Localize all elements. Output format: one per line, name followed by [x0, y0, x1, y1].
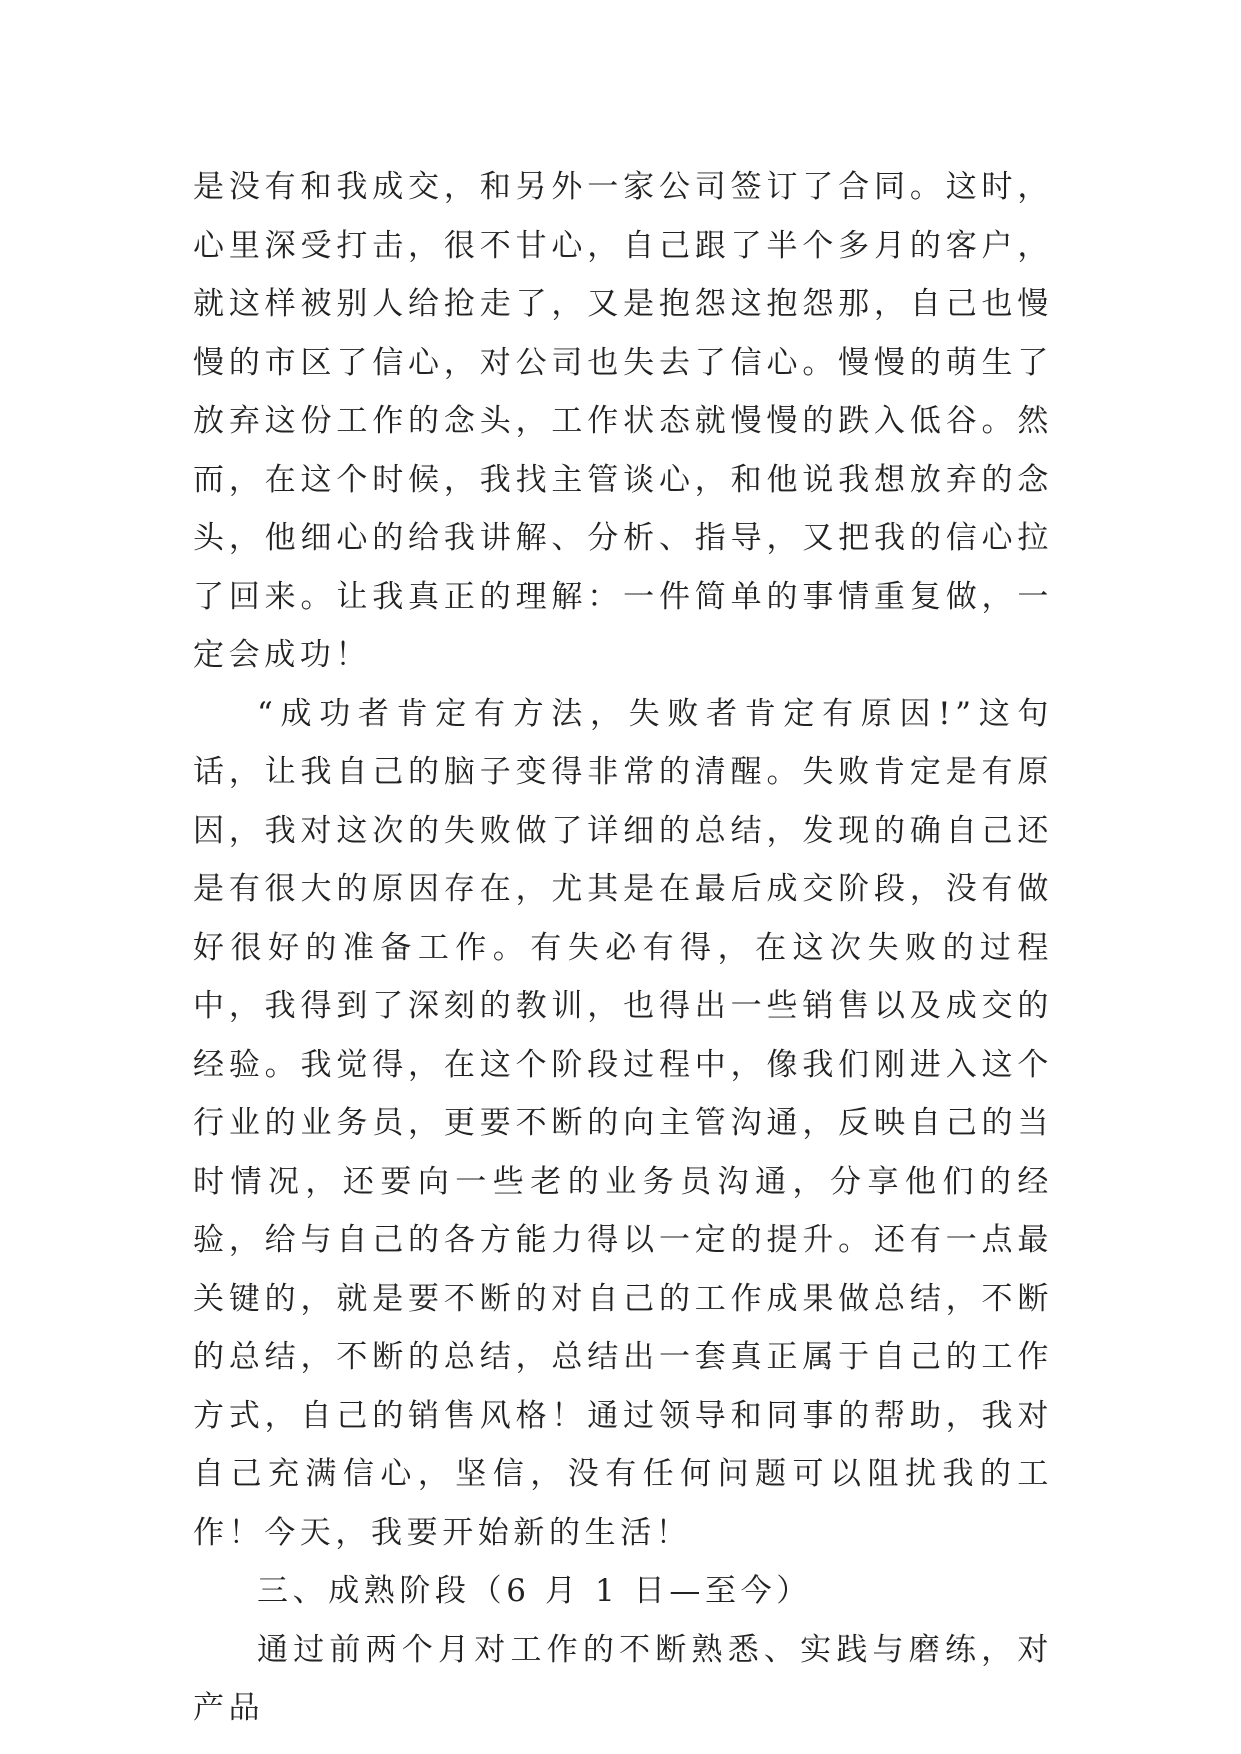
paragraph-3: 通过前两个月对工作的不断熟悉、实践与磨练，对产品 — [193, 1631, 1053, 1726]
paragraph-1: 是没有和我成交，和另外一家公司签订了合同。这时，心里深受打击，很不甘心，自己跟了半个多月的客户，就这样被别人给抢走了，又是抱怨这抱怨那，自己也慢慢的市区了信心，对公司也失去了信心。慢慢的萌生了放弃这份工作的念头，工作状态就慢慢的跌入低谷。然而，在这个时候，我找主管谈心，和他说我想放弃的念头，他细心的给我讲解、分析、指导，又把我的信心拉了回来。让我真正的理解：一件简单的事情重复做，一定会成功！ — [193, 169, 1053, 673]
section-heading: 三、成熟阶段（6 月 1 日—至今） — [257, 1573, 812, 1609]
paragraph-2: “成功者肯定有方法，失败者肯定有原因!”这句话，让我自己的脑子变得非常的清醒。失败肯定是有原因，我对这次的失败做了详细的总结，发现的确自己还是有很大的原因存在，尤其是在最后成交阶段，没有做好很好的准备工作。有失必有得，在这次失败的过程中，我得到了深刻的教训，也得出一些销售以及成交的经验。我觉得，在这个阶段过程中，像我们刚进入这个行业的业务员，更要不断的向主管沟通，反映自己的当时情况，还要向一些老的业务员沟通，分享他们的经验，给与自己的各方能力得以一定的提升。还有一点最关键的，就是要不断的对自己的工作成果做总结，不断的总结，不断的总结，总结出一套真正属于自己的工作方式，自己的销售风格！通过领导和同事的帮助，我对自己充满信心，坚信，没有任何问题可以阻扰我的工作！今天，我要开始新的生活！ — [193, 695, 1053, 1551]
document-body — [193, 158, 1053, 1738]
